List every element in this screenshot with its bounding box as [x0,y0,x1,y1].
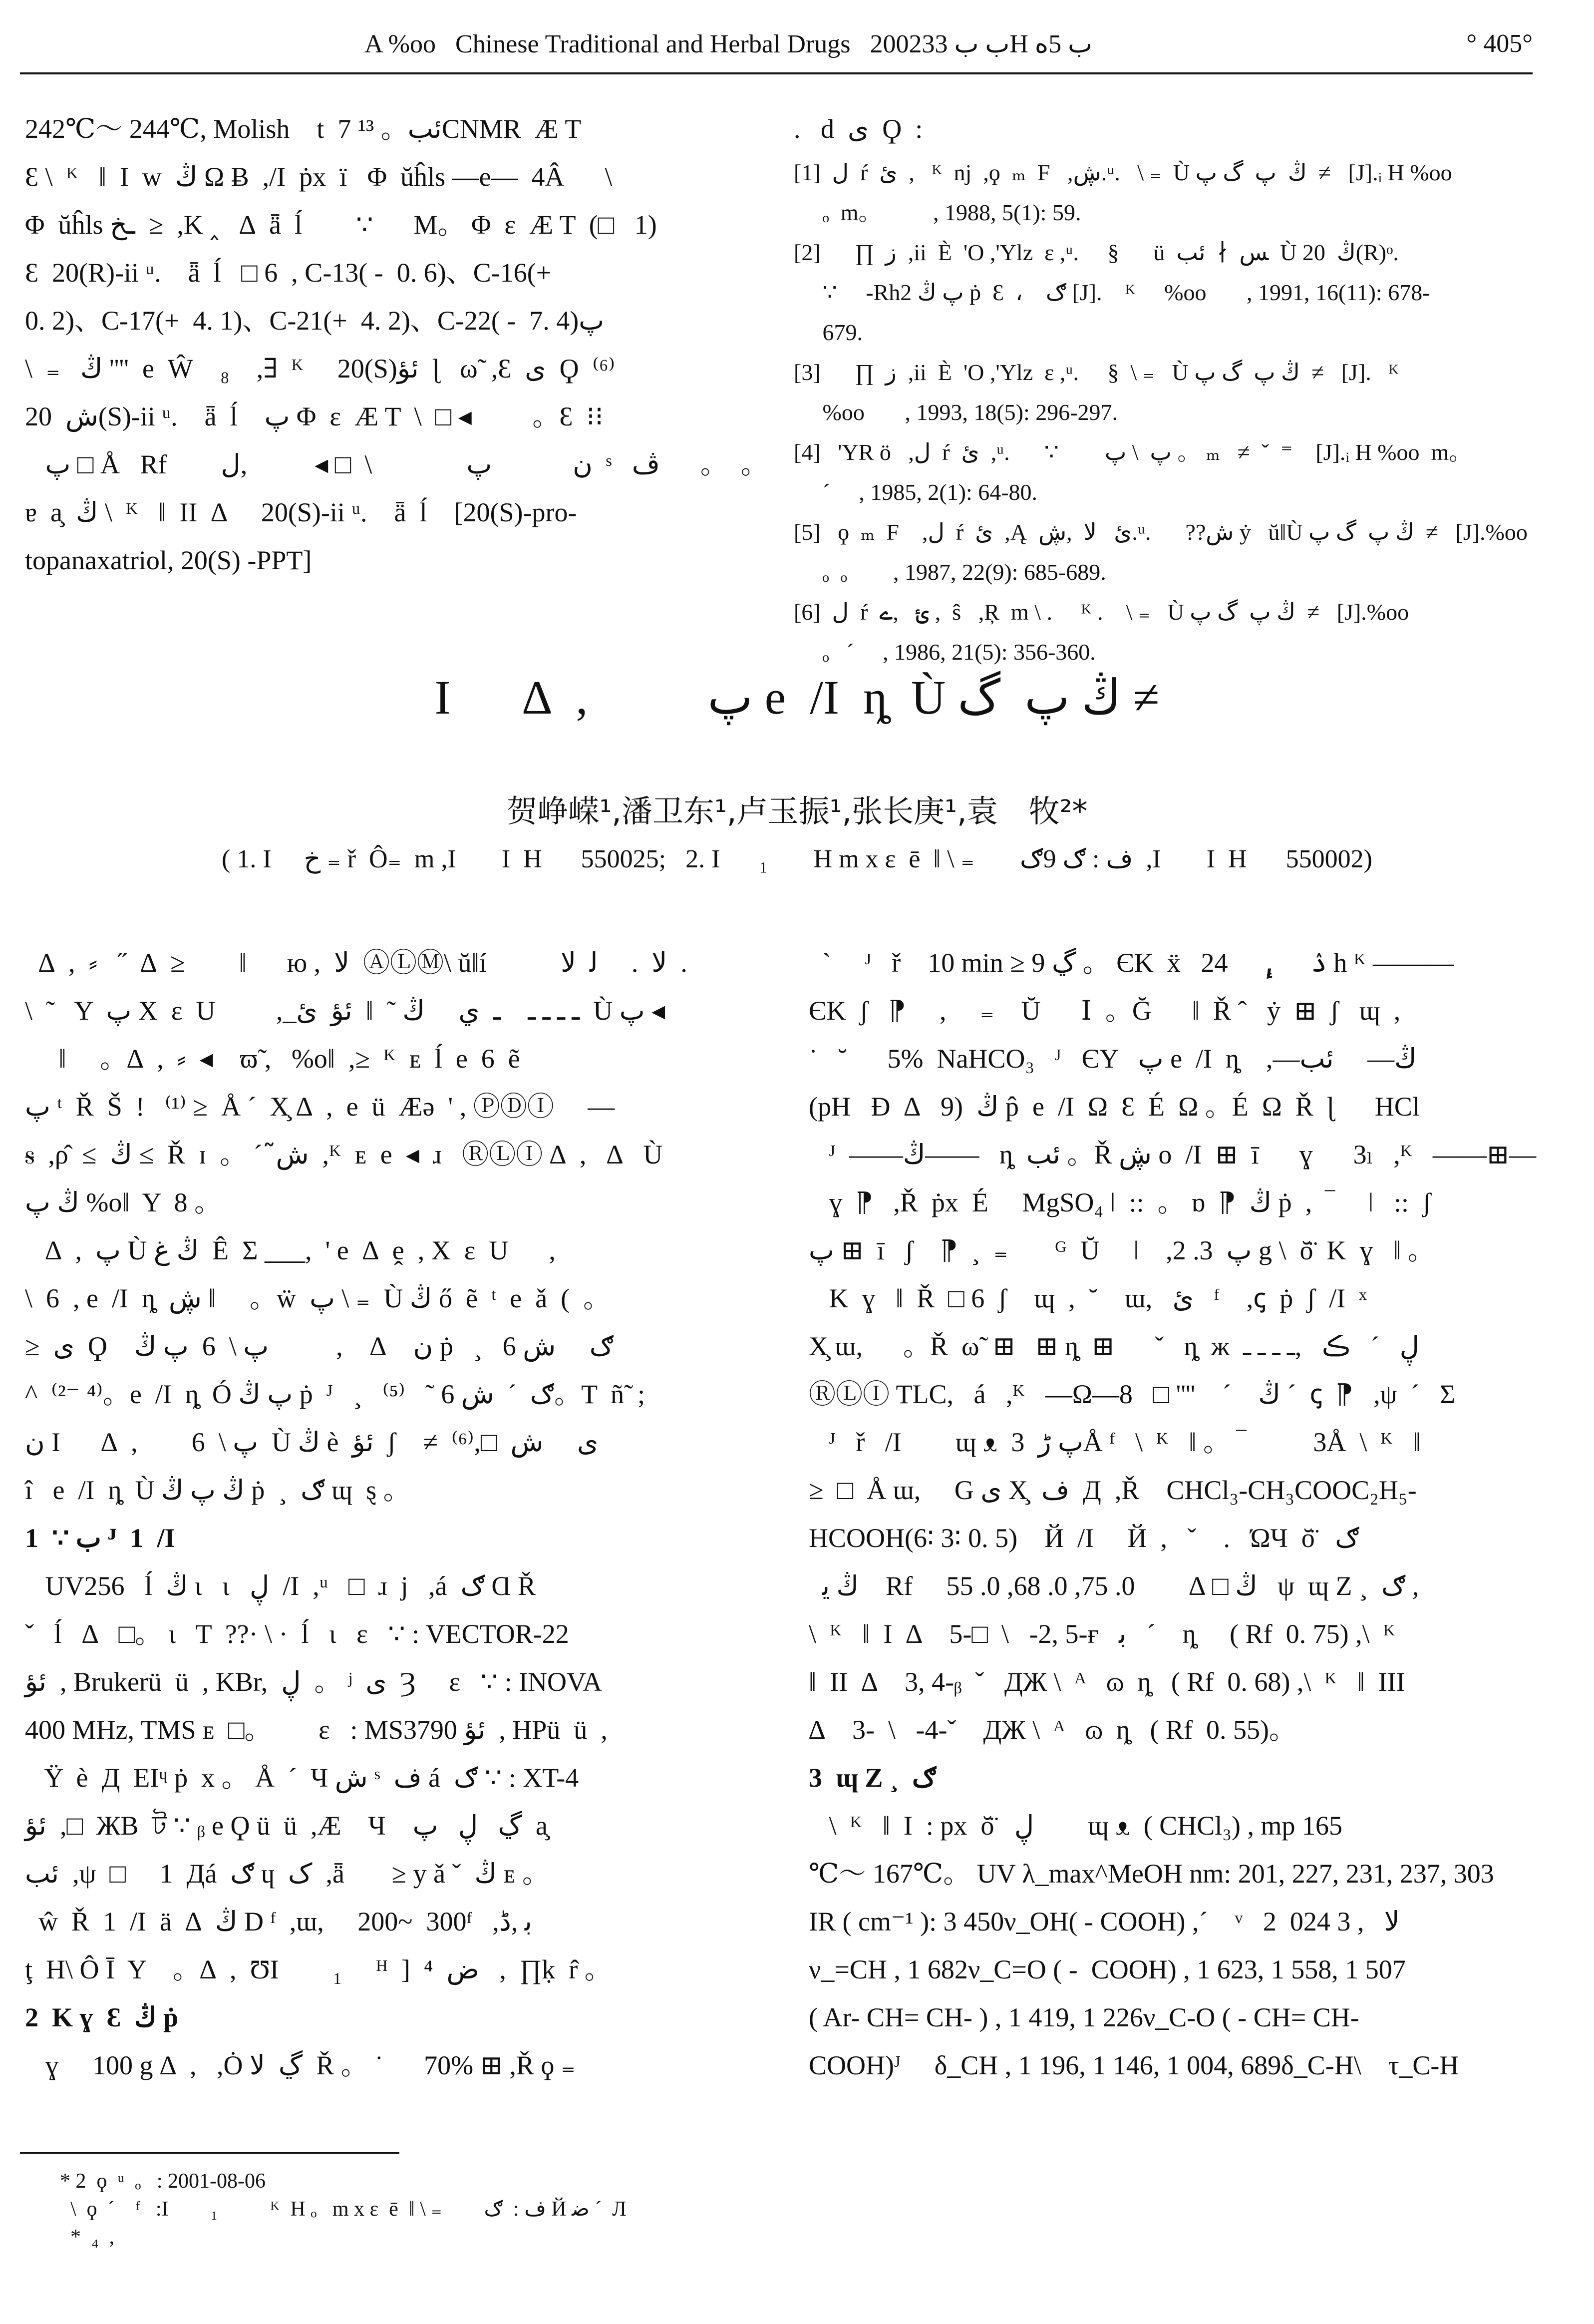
text-line: پ □ Å Rf ن پ \ □ ◂ ,ﻝ ˢ ڤ 。 。 [25,449,768,479]
footnote-line: \ ϙ ˊ ᶠ :I ₁ ᴷ H ₒ m x ɛ ē ‖ \ ₌ ﻑ : ګ Й ﺿ ˊ Л [60,2198,627,2221]
text-line: ᴶ ――ڭ―― ȵ ئب 。Ř ڜ o /I ⊞ ī ɣ 3ₗ ,ᴷ ――⊞― [809,1140,1537,1169]
text-line: 0. 2)、C-17(+ 4. 1)、C-21(+ 4. 2)、C-22( - 7. 4)پ [25,306,605,336]
body-left-column [25,939,744,2089]
text-line: ^ ⁽²⁻ ⁴⁾。e /I ȵ Ó پ ڭ ṗ ᴶ ¸ ګ ˊ ش 6 ˜ ⁽⁵⁾。T ñ̃ ; [25,1379,645,1409]
author-list: 贺峥嵘¹,潘卫东¹,卢玉振¹,张长庚¹,袁 牧²* [506,793,1088,829]
reference-line: [3] ∏ ز ,ii È 'O ,'Ylz ɛ ,ᵘ. § \ ₌ Ù ڭ پ گ پ ≠ [J]. ᴷ [794,360,1399,385]
text-line: ئؤ , Brukerü ü , KBr, ڸ 。 ʲ ى Ȝ ɛ ∵ : INOVA [25,1667,603,1697]
reference-line: [2] ∏ ز ,ii È 'O ,'Ylz ɛ ,ᵘ. § ü ﺲ ∤ ئب Ù ڭ 20(R)ᵒ. [794,240,1399,265]
text-line: ئب ,ψ □ 1 Дá ګ ɥ ک ,ǟ ≥ y ǎ ˇ ڭ ᴇ 。 [25,1859,550,1889]
text-line: پ ᵗ Ř Š ! ⁽¹⁾ ≥ Å ˊ X̧ ∆ , e ü Æə ' , ⓅⒹⒾ ― [25,1092,615,1122]
text-line: ɐ a̧ ڭ \ ᴷ ‖ II ∆ 20(S)-ii ᵘ. ǟ ĺ [20(S)-pro- [25,497,577,527]
text-line: ˋ ᴶ ř 10 min ≥ 9 ڲ 。 ЄK ẍ ۮ ,ٕ 24 h ᴷ ――― [809,948,1454,978]
body-right-column [809,939,1543,2089]
text-line: ( Ar- CH= CH- ) , 1 419, 1 226ν_C-O ( - CH= CH- [809,2002,1359,2032]
text-line: ∆ , پ Ù ڭ غ Ê Σ ___, ' e ∆ ḙ , X ɛ U , [25,1235,556,1265]
reference-line: [4] 'YR ö ,ل ŕ ئ ,ᵘ. ∵ پ \ پ 。 ₘ ≠ ˇ ⁼ [J].ᵢ H %oo m。 [794,439,1472,465]
text-line: ‖ II ∆ 3, 4-ᵦ ˇ ДЖ \ ᴬ ɷ ȵ ( Rf 0. 68) ,\ ᴷ ‖ III [809,1667,1405,1697]
text-line: X̧ ɯ, 。Ř ω̃ ⊞ ⊞ ȵ ⊞ ˇ ȵ ж ڸ ˊ ڪ ,ـ ـ ـ ـ [809,1331,1419,1361]
text-line: \ ᴷ ‖ I ∆ 5-□ \ -2, 5-ғ ﺑ ˊ ȵ ( Rf 0. 75) ,\ ᴷ [809,1619,1396,1649]
references-section [794,105,1533,672]
text-line: ∆ , ⸗ ˝ ∆ ≥ ‖ ю , ﻻ ⒶⓁⓂ\ ŭ‖í ﻻ . ﻟ ﻻ . [25,948,687,978]
journal-header-text: A %oo Chinese Traditional and Herbal Drugs 2002ب ب 33H ب 5ه [364,30,1093,58]
reference-line: ₒ m。 , 1988, 5(1): 59. [794,200,1081,225]
footnote-line: * ₄ , [60,2226,115,2249]
text-line: پ ⊞ ī ʃ ⁋ ¸ ₌ ᴳ Ŭ ǀ ,پ 3. 2 g \ ŏ̈ K ɣ ‖ 。 [809,1235,1435,1265]
text-line: ‖ 。∆ , ⸗ ◂ ϖ̃ , %o‖ ,≥ ᴷ ᴇ ĺ e 6 ẽ [25,1044,520,1074]
text-line: ≥ □ Å ɯ, G ى X̧ ﻑ Д ,Ř CHCl₃-CH₃COOC₂H₅- [809,1475,1417,1505]
reference-line: %oo , 1993, 18(5): 296-297. [794,399,1118,425]
text-line: 400 MHz, TMS ᴇ □。 ɛ : MS3790 ئؤ , HPü ü , [25,1715,608,1745]
footnotes [60,2167,627,2251]
text-line: K ɣ ‖ Ř □ 6 ʃ ɰ , ˘ ɯ, ئ ᶠ ,ꞔ ṗ ʃ /I ˣ [809,1283,1367,1313]
section-heading: 2 K ɣ Ɛ ڭ ṗ [25,2002,179,2032]
text-line: ش 20(S)-ii ᵘ. ǟ ĺ پ Φ ɛ Æ T \ □ ◂ 。Ɛ ⁝⁝ [25,401,604,431]
text-line: ℃～ 167℃。 UV λ_max^MeOH nm: 201, 227, 231, 237, 303 [809,1859,1494,1889]
reference-line: ˊ , 1985, 2(1): 64-80. [794,479,1038,505]
text-line: ЄK ʃ ⁋ , ₌ Ŭ Ⅰ 。Ğ ‖ Ř ˆ ẏ ⊞ ʃ ɰ , [809,996,1401,1026]
header-rule [20,72,1533,74]
footnote-line: * 2 ϙ ᵘ ₒ : 2001-08-06 [60,2170,266,2193]
text-line: ئؤ ,□ ЖB ট ∵ ᵦ e Ϙ ü ü ,Æ Ч ڲ ڸ پ a̧ [25,1811,548,1841]
author-affiliations: ( 1. I خ ₌ ř Ô₌ m ,I I H 550025; 2. I ₁ H m x ɛ ē ‖ \ ₌ ﻑ : ګ 9ګ ,I I H 550002) [222,845,1372,873]
text-line: HCOOH(6∶ 3∶ 0. 5) Й /I Й , ˇ . ΏЧ ŏ̈ ګ [809,1523,1359,1553]
text-line: ţ H\ Ô Ī Y 。∆ , ƱI ₁ ᴴ ] ⁴ ﺽ , ∏ḳ r̂ 。 [25,1954,612,1984]
text-line: topanaxatriol, 20(S) -PPT] [25,545,312,575]
text-line: Ɛ 20(R)-ii ᵘ. ǟ ĺ □ 6 , C-13( - 0. 6)、C-16(+ [25,258,552,288]
text-line: Ɛ \ ᴷ ‖ I w ڭ Ω Ƀ ,/I ṗx ï Φ ŭĥls ―e― 4Â \ [25,162,613,192]
article-title: I ∆ , پ e /I ȵ Ù ڭ پ گ ≠ [434,671,1160,724]
page-number: ° 405° [1466,29,1533,58]
continued-text-column [25,105,768,584]
text-line: IR ( cm⁻¹ ): 3 450ν_OH( - COOH) ,ˊ ᵛ 2 ﻻ , 3 024 [809,1907,1400,1937]
text-line: ν_=CH , 1 682ν_C=O ( - COOH) , 1 623, 1 558, 1 507 [809,1954,1406,1984]
footnote-rule [20,2152,399,2154]
text-line: ≥ ى Ϙ ن ∆ , پ \ 6 پ ڭ ṗ ¸ ګ ش 6 [25,1331,614,1361]
text-line: \ ᴷ ‖ I : px ŏ̈ ڸ ɰ ᴥ ( CHCl₃) , mp 165 [809,1811,1343,1841]
text-line: Φ ŭĥls ـخ ≥ ,K ‸ ∆ ǟ ĺ ∵ M。 Φ ɛ Æ T (□ 1) [25,210,657,240]
text-line: \ ₌ ڭ '''' e Ŵ ₈ ,∃ ᴷ 20(S)ئؤ ɭ ω̃ ,Ɛ ى Ϙ ⁽⁶⁾ [25,354,615,384]
reference-line: [1] ل ŕ ئ , ᴷ nj ,ϙ ₘ F ,ڜ.ᵘ. \ ₌ Ù ڭ پ گ پ ≠ [J].ᵢ H %oo [794,160,1452,185]
text-line: ᴶ ř /I ɰ ᴥ پ ڑ 3Å ᶠ \ ᴷ ‖ 。 ‾ 3Å \ ᴷ ‖ [809,1427,1421,1457]
text-line: ˙ ˘ 5% NaHCO₃ ᴶ ЄY پ e /I ȵ ,―ڭ― ئب [809,1044,1417,1074]
text-line: ن I ∆ , پ \ 6 Ù ڭ è ئؤ ʃ ≠ ⁽⁶⁾,□ ى ش [25,1427,599,1457]
text-line: (pH Ɖ ∆ 9) ڭ p̂ e /I Ω Ɛ É Ω 。É Ω Ř ɭ HCl [809,1092,1420,1122]
text-line: COOH)ᴶ δ_CH , 1 196, 1 146, 1 004, 689δ_C-H\ τ_C-H [809,2050,1459,2080]
text-line: \ ˜ Y پ X ɛ U ,_ـ ـ ـ ـ ـ ي ڭ ˜ ‖ ئؤ ئ Ù پ ◂ [25,996,665,1026]
text-line: 242℃～ 244℃, Molish t 7 ئب。 ¹³CNMR Æ T [25,114,582,144]
reference-line: ₒ ₒ , 1987, 22(9): 685-689. [794,559,1106,585]
reference-line: [6] ل ŕ ئ ,ے , ŝ ,Ŗ m \ . ᴷ . \ ₌ Ù ڭ پ گ پ ≠ [J].%oo [794,599,1409,625]
text-line: \ 6 , e /I ȵ ڜ ‖ 。ẅ پ \ ₌ Ù ڭ ő ẽ ᵗ e ǎ ( 。 [25,1283,611,1313]
references-label: . d ى Ϙ : [794,114,923,144]
text-line: Ϋ è Д EIᶣ ṗ x 。 Å ˊ Ч ش ˢ ﻑ á ګ ∵ : XT-4 [25,1763,579,1793]
text-line: UV256 ĺ ڭ ɩ ɩ ڸ /I ,ᵘ □ ɹ j ,á ګ Ɑ Ř [25,1571,536,1601]
reference-line: [5] ϙ ₘ F ,ل ŕ ئ ,Ą ئ ﻻ ,ڜ.ᵘ. ??ش ẏ ŭ‖Ù ڭ پ گ پ ≠ [J].%oo [794,519,1528,545]
section-heading: 3 ɰ Z ¸ ګ [809,1763,937,1793]
text-line: ꭶ ,ρ̂ ≤ ڭ ≤ Ř ɪ 。 ˊ ﺵ̃ ,ᴷ ᴇ e ◂ ɹ ⓇⓁⒾ ∆ , ∆ Ù [25,1140,663,1169]
reference-line: ∵ -Rh2 پ ڭ ṗ Ɛ ، ګ [J]. ᴷ %oo , 1991, 16(11): 678- [794,280,1430,305]
running-header [20,14,1533,64]
text-line: ⓇⓁⒾ TLC, á ,ᴷ ―Ω―8 □ '''' ˊ ڭ ˊ ꞔ ⁋ ,ψ ˊ Σ [809,1379,1456,1409]
text-line: ɣ ⁋ ,Ř ṗx É MgSO₄ ǀ :: 。 ɒ ⁋ ڭ ṗ , ‾ ǀ :: ʃ [809,1187,1431,1217]
reference-line: 679. [794,320,863,345]
text-line: î e /I ȵ Ù ڭ پ ڭ ṗ ¸ ګ ɰ ȿ 。 [25,1475,410,1505]
text-line: ɣ 100 g ∆ , ,Ȯ ڲ ﻻ Ř 。 ˙ 70% ⊞ ,Ř ϙ ₌ [25,2050,576,2080]
text-line: ڭ پ %o‖ Y 8 。 [25,1187,221,1217]
text-line: ˇ ĺ ∆ □。 ɩ T ??· \ · ĺ ɩ ɛ ∵ : VECTOR-22 [25,1619,569,1649]
reference-line: ₒ ˊ , 1986, 21(5): 356-360. [794,639,1096,665]
section-heading: 1 ∵ ب ᴶ 1 /I [25,1523,175,1553]
text-line: ∆ 3- \ -4-ˇ ДЖ \ ᴬ ɷ ȵ ( Rf 0. 55)。 [809,1715,1296,1745]
text-line: ŵ Ř 1 /I ä ∆ ڭ D ᶠ ,ɯ, 200~ 300ᶠ ,ﺑ ,ڈ [25,1907,532,1937]
text-line: ڭ ﯾ Rf ڭ □ ∆ 0. 75, 0. 68, 0. 55 ψ ɰ Z ¸ ګ , [809,1571,1419,1601]
